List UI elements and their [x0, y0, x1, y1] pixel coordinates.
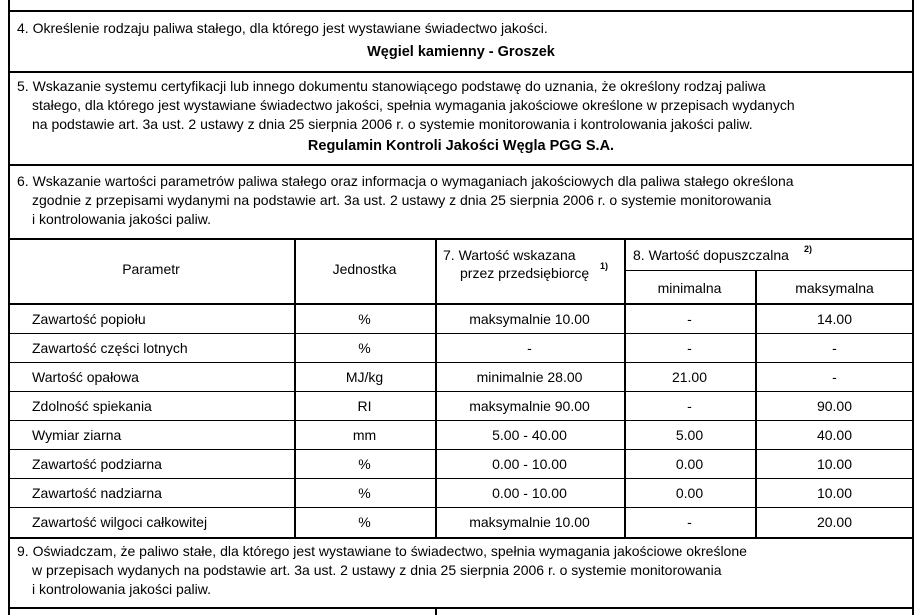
- certificate-form: [8, 0, 914, 615]
- row-unit: %: [358, 485, 371, 501]
- header-col8: 8. Wartość dopuszczalna: [633, 247, 789, 263]
- row-divider: [8, 478, 914, 479]
- header-col7-line1: 7. Wartość wskazana: [443, 247, 576, 263]
- row-declared: 0.00 - 10.00: [492, 456, 567, 472]
- row-declared: 0.00 - 10.00: [492, 485, 567, 501]
- row-divider: [8, 391, 914, 392]
- row-min: 0.00: [675, 485, 704, 501]
- section4-value: Węgiel kamienny - Groszek: [367, 44, 555, 60]
- row-max: -: [832, 369, 837, 385]
- header-col8-note: 2): [804, 244, 813, 254]
- row-max: 10.00: [816, 485, 853, 501]
- row-unit: RI: [357, 398, 372, 414]
- row-unit: %: [358, 514, 371, 530]
- section4-label: 4. Określenie rodzaju paliwa stałego, dla którego jest wystawiane świadectwo jakości.: [17, 20, 548, 36]
- row-divider: [8, 362, 914, 363]
- row-param: Zdolność spiekania: [32, 398, 152, 414]
- row-divider: [8, 333, 914, 334]
- row-min: -: [687, 514, 692, 530]
- row-unit: MJ/kg: [345, 369, 384, 385]
- header-min: minimalna: [657, 280, 722, 296]
- row-declared: -: [527, 340, 532, 356]
- row-unit: mm: [352, 427, 377, 443]
- section5-line1: 5. Wskazanie systemu certyfikacji lub innego dokumentu stanowiącego podstawę do uznania, że określony rodzaj paliwa: [17, 78, 766, 94]
- header-max: maksymalna: [795, 280, 874, 296]
- row-max: 20.00: [816, 514, 853, 530]
- row-max: 40.00: [816, 427, 853, 443]
- header-subdivider: [624, 270, 914, 271]
- row-min: -: [687, 311, 692, 327]
- border-left: [8, 0, 10, 615]
- row-param: Wymiar ziarna: [32, 427, 122, 443]
- row-max: 14.00: [816, 311, 853, 327]
- section6-line1: 6. Wskazanie wartości parametrów paliwa stałego oraz informacja o wymaganiach jakościowych dla paliwa stałego określona: [17, 173, 794, 189]
- row-param: Zawartość wilgoci całkowitej: [32, 514, 208, 530]
- divider-s5: [8, 71, 914, 73]
- row-param: Wartość opałowa: [32, 369, 139, 385]
- row-declared: maksymalnie 90.00: [469, 398, 590, 414]
- row-min: -: [687, 340, 692, 356]
- row-param: Zawartość podziarna: [32, 456, 162, 472]
- section9-line1: 9. Oświadczam, że paliwo stałe, dla którego jest wystawiane to świadectwo, spełnia wymagania jakościowe określone: [17, 543, 747, 559]
- row-max: 10.00: [816, 456, 853, 472]
- header-col7-note: 1): [600, 261, 609, 271]
- bottom-col-divider: [435, 607, 437, 615]
- section5-line3: na podstawie art. 3a ust. 2 ustawy z dnia 25 sierpnia 2006 r. o systemie monitorowania i kontrolowania jakości paliw.: [32, 116, 753, 132]
- row-unit: %: [358, 311, 371, 327]
- section6-line2: zgodnie z przepisami wydanymi na podstawie art. 3a ust. 2 ustawy z dnia 25 sierpnia 2006 r. o systemie monitorowania: [32, 192, 772, 208]
- row-min: 21.00: [671, 369, 708, 385]
- row-min: -: [687, 398, 692, 414]
- row-divider: [8, 449, 914, 450]
- table-bottom: [8, 537, 914, 539]
- row-min: 5.00: [675, 427, 704, 443]
- row-max: 90.00: [816, 398, 853, 414]
- row-divider: [8, 507, 914, 508]
- row-declared: 5.00 - 40.00: [492, 427, 567, 443]
- row-max: -: [832, 340, 837, 356]
- row-declared: minimalnie 28.00: [476, 369, 583, 385]
- row-unit: %: [358, 340, 371, 356]
- row-unit: %: [358, 456, 371, 472]
- row-min: 0.00: [675, 456, 704, 472]
- section6-line3: i kontrolowania jakości paliw.: [32, 211, 211, 227]
- row-param: Zawartość części lotnych: [32, 340, 188, 356]
- section5-value: Regulamin Kontroli Jakości Węgla PGG S.A.: [307, 138, 615, 154]
- header-jednostka: Jednostka: [332, 261, 397, 277]
- section9-line2: w przepisach wydanych na podstawie art. 3a ust. 2 ustawy z dnia 25 sierpnia 2006 r. o systemie monitorowania: [32, 562, 722, 578]
- header-col7-line2: przez przedsiębiorcę: [460, 265, 590, 281]
- row-declared: maksymalnie 10.00: [469, 311, 590, 327]
- row-param: Zawartość nadziarna: [32, 485, 162, 501]
- row-declared: maksymalnie 10.00: [469, 514, 590, 530]
- divider-top: [8, 10, 914, 12]
- header-parametr: Parametr: [122, 261, 180, 277]
- section9-line3: i kontrolowania jakości paliw.: [32, 581, 211, 597]
- section5-line2: stałego, dla którego jest wystawiane świadectwo jakości, spełnia wymagania jakościowe określone w przepisach wydanych: [32, 97, 795, 113]
- header-bottom: [8, 303, 914, 305]
- row-param: Zawartość popiołu: [32, 311, 146, 327]
- divider-bottom: [8, 607, 914, 609]
- row-divider: [8, 420, 914, 421]
- table-top: [8, 238, 914, 240]
- divider-s6: [8, 164, 914, 166]
